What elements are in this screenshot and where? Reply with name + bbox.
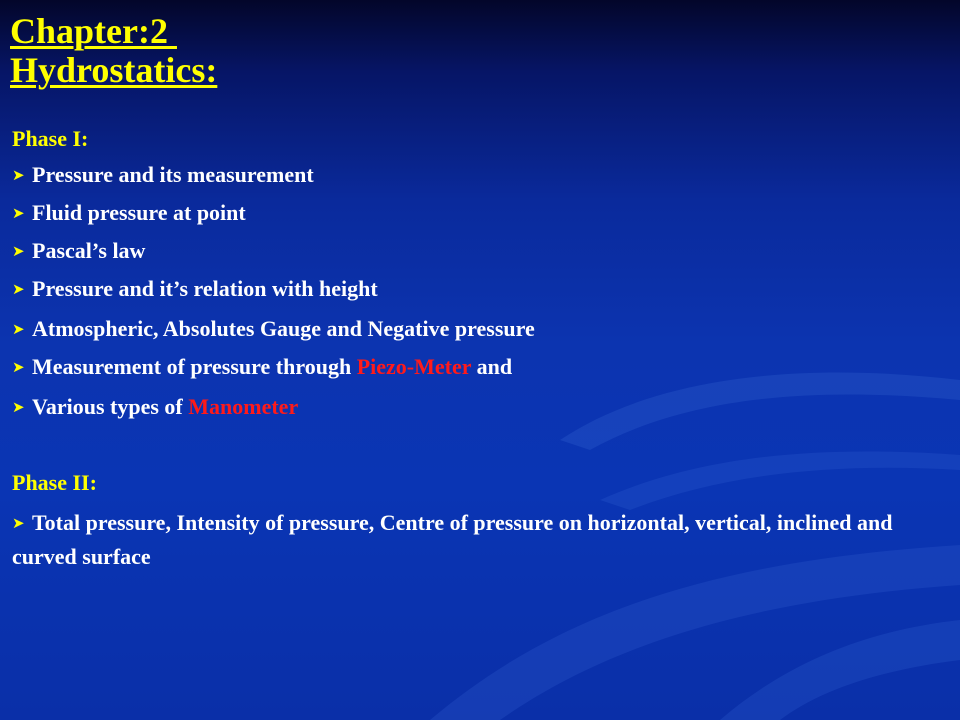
arrowhead-icon: ➤ <box>12 280 25 298</box>
arrowhead-icon: ➤ <box>12 204 25 222</box>
list-item: ➤ Atmospheric, Absolutes Gauge and Negative pressure <box>12 316 535 341</box>
arrowhead-icon: ➤ <box>12 358 25 376</box>
phase-1-label: Phase I: <box>12 126 89 151</box>
arrowhead-icon: ➤ <box>12 320 25 338</box>
list-item: ➤ Pascal’s law <box>12 238 146 263</box>
list-item: ➤ Pressure and it’s relation with height <box>12 276 378 301</box>
title-topic: Hydrostatics: <box>10 50 218 90</box>
highlight-piezo-meter: Piezo-Meter <box>356 354 472 379</box>
list-item: ➤ Measurement of pressure through Piezo-Meter and <box>12 354 513 379</box>
phase-2-label: Phase II: <box>12 470 97 495</box>
arrowhead-icon: ➤ <box>12 514 25 532</box>
highlight-manometer: Manometer <box>188 394 299 419</box>
slide-title <box>10 12 217 90</box>
list-item: ➤ Fluid pressure at point <box>12 200 246 225</box>
list-item: ➤ Various types of Manometer <box>12 394 299 419</box>
list-item: ➤ Pressure and its measurement <box>12 162 314 187</box>
arrowhead-icon: ➤ <box>12 242 25 260</box>
title-chapter: Chapter:2 <box>10 11 177 51</box>
list-item: ➤ Total pressure, Intensity of pressure, Centre of pressure on horizontal, vertical, inclined and curved surface <box>12 506 912 574</box>
arrowhead-icon: ➤ <box>12 398 25 416</box>
arrowhead-icon: ➤ <box>12 166 25 184</box>
